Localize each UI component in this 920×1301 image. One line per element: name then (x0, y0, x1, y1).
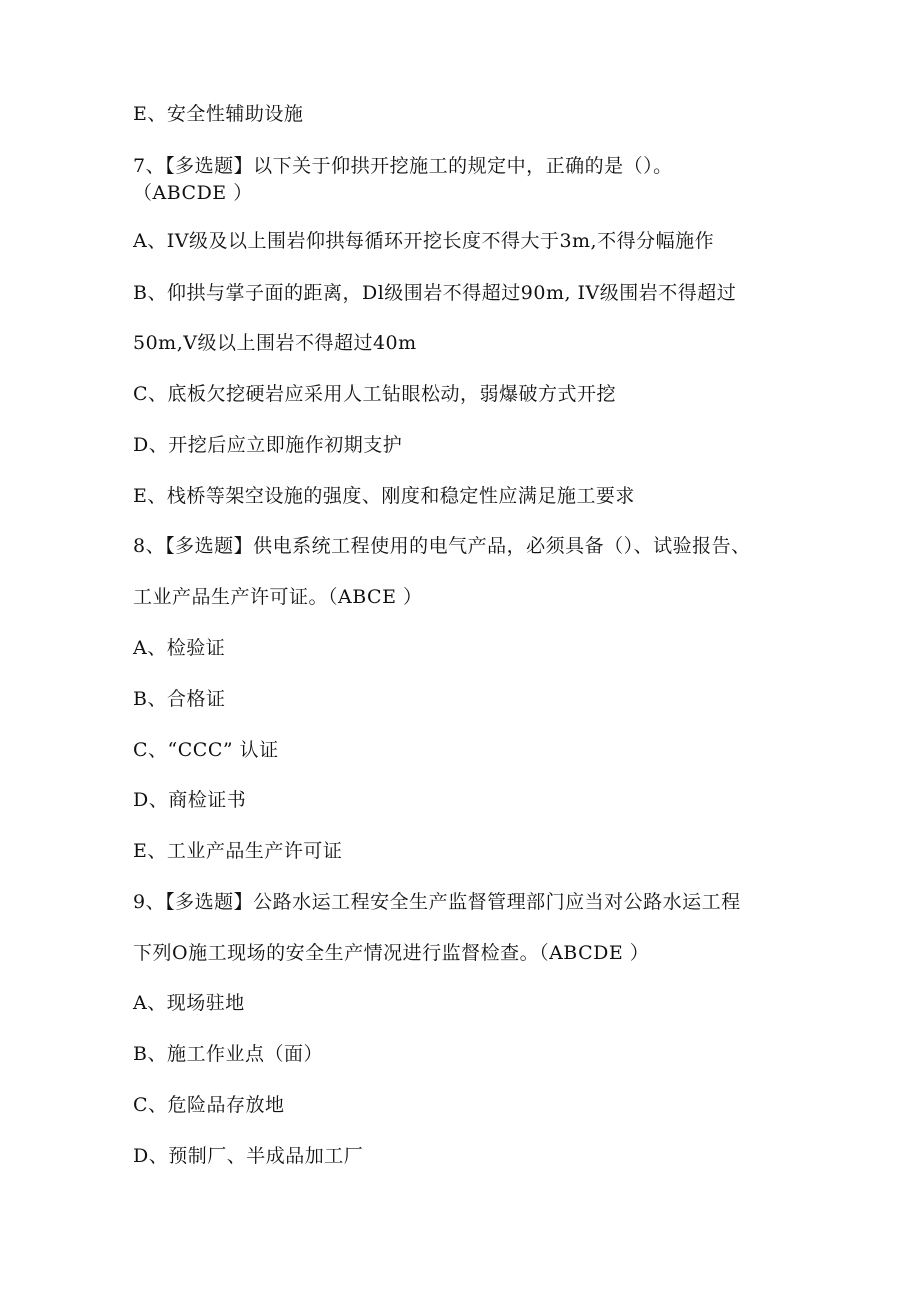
q7-option-b-line2: 50m,V级以上围岩不得超过40m (133, 332, 417, 354)
q7-option-b-line1: B、仰拱与掌子面的距离，Dl级围岩不得超过90m, IV级围岩不得超过 (133, 282, 737, 304)
q9-option-d: D、预制厂、半成品加工厂 (133, 1145, 364, 1167)
q9-option-c: C、危险品存放地 (133, 1094, 285, 1116)
q8-question-line1: 8、【多选题】供电系统工程使用的电气产品，必须具备（）、试验报告、 (133, 535, 751, 557)
q9-option-b: B、施工作业点（面） (133, 1043, 323, 1065)
q8-option-e: E、工业产品生产许可证 (133, 840, 343, 862)
q7-option-a: A、IV级及以上围岩仰拱每循环开挖长度不得大于3m,不得分幅施作 (133, 230, 715, 252)
q7-option-c: C、底板欠挖硬岩应采用人工钻眼松动，弱爆破方式开挖 (133, 383, 617, 405)
q8-option-b: B、合格证 (133, 688, 226, 710)
q8-option-c: C、“CCC” 认证 (133, 739, 279, 761)
q7-answer: （ABCDE ） (133, 182, 253, 204)
q7-option-e: E、栈桥等架空设施的强度、刚度和稳定性应满足施工要求 (133, 485, 635, 507)
q9-question-line1: 9、【多选题】公路水运工程安全生产监督管理部门应当对公路水运工程 (133, 891, 741, 913)
q8-option-a: A、检验证 (133, 637, 226, 659)
q6-option-e: E、安全性辅助设施 (133, 103, 304, 125)
q7-option-d: D、开挖后应立即施作初期支护 (133, 434, 403, 456)
q9-option-a: A、现场驻地 (133, 992, 245, 1014)
q9-question-line2: 下列O施工现场的安全生产情况进行监督检查。（ABCDE ） (133, 942, 650, 964)
q8-option-d: D、商检证书 (133, 789, 247, 811)
q7-question: 7、【多选题】以下关于仰拱开挖施工的规定中，正确的是（）。 (133, 155, 673, 177)
q8-question-line2: 工业产品生产许可证。（ABCE ） (133, 586, 423, 608)
